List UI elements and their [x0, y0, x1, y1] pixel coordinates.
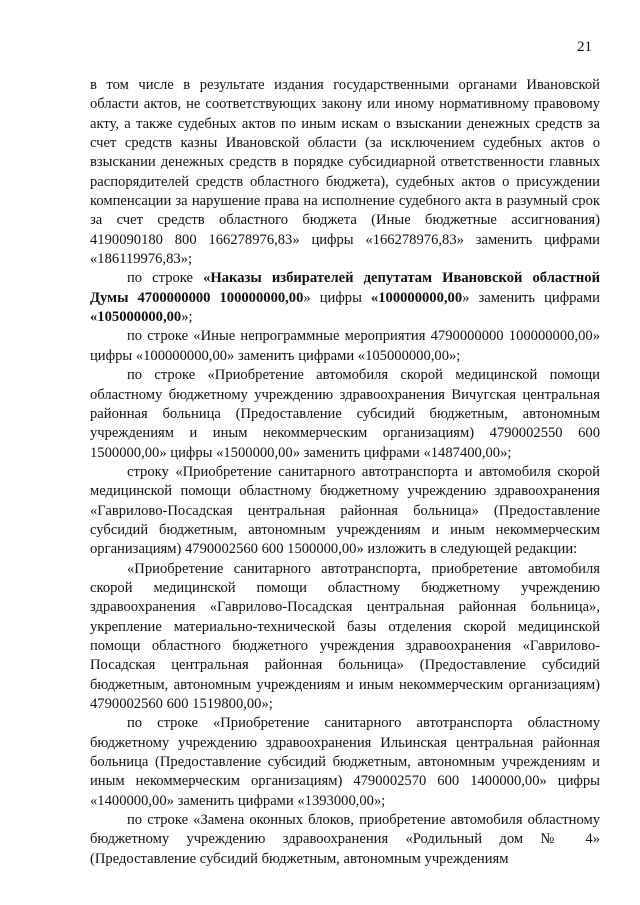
text-run: по строке «Иные непрограммные мероприятия 4790000000 100000000,00» цифры «100000000,00» заменить цифрами «105000000,00»; [90, 328, 600, 364]
text-run: » заменить цифрами [462, 289, 600, 306]
document-body [90, 76, 600, 869]
paragraph [90, 463, 600, 560]
paragraph [90, 366, 600, 463]
bold-text-run: «Наказы избирателей депутатам Ивановской областной Думы 4700000000 100000000,00 [90, 270, 600, 306]
text-run: строку «Приобретение санитарного автотранспорта и автомобиля скорой медицинской помощи областному бюджетному учреждению здравоохранения «Гаврилово-Посадская центральная районная больница» (Предоставление субсидий бюджетным, автономным учреждениям и иным некоммерческим организациям) 4790002560 600 1500000,00» изложить в следующей редакции: [90, 463, 600, 558]
paragraph [90, 560, 600, 715]
paragraph [90, 269, 600, 327]
paragraph [90, 76, 600, 269]
paragraph [90, 714, 600, 811]
text-run: по строке «Приобретение санитарного автотранспорта областному бюджетному учреждению здравоохранения Ильинская центральная районная больница (Предоставление субсидий бюджетным, автономным учреждениям и иным некоммерческим организациям) 4790002570 600 1400000,00» цифры «1400000,00» заменить цифрами «1393000,00»; [90, 715, 600, 809]
text-run: «Приобретение санитарного автотранспорта, приобретение автомобиля скорой медицинской помощи областному бюджетному учреждению здравоохранения «Гаврилово-Посадская центральная районная больница», укрепление материально-технической базы отделения скорой медицинской помощи областного бюджетного учреждения здравоохранения «Гаврилово-Посадская центральная районная больница» (Предоставление субсидий бюджетным, автономным учреждениям и иным некоммерческим организациям) 4790002560 600 1519800,00»; [90, 560, 600, 712]
text-run: по строке «Приобретение автомобиля скорой медицинской помощи областному бюджетному учреждению здравоохранения Вичугская центральная районная больница (Предоставление субсидий бюджетным, автономным учреждениям и иным некоммерческим организациям) 4790002550 600 1500000,00» цифры «1500000,00» заменить цифрами «1487400,00»; [90, 367, 600, 461]
page-number: 21 [577, 39, 592, 55]
text-run: » цифры [303, 289, 371, 306]
paragraph [90, 811, 600, 869]
bold-text-run: «100000000,00 [370, 289, 463, 306]
bold-text-run: «105000000,00 [90, 309, 182, 326]
text-run: в том числе в результате издания государственными органами Ивановской области актов, не соответствующих закону или иному нормативному правовому акту, а также судебных актов по иным искам о взыскании денежных средств за счет средств казны Ивановской области (за исключением судебных актов о взыскании денежных средств в порядке субсидиарной ответственности главных распорядителей средств областного бюджета), судебных актов о присуждении компенсации за нарушение права на исполнение судебного акта в разумный срок за счет средств областного бюджета (Иные бюджетные ассигнования) 4190090180 800 166278976,83» цифры «166278976,83» заменить цифрами «186119976,83»; [90, 77, 600, 268]
text-run: по строке «Замена оконных блоков, приобретение автомобиля областному бюджетному учреждению здравоохранения «Родильный дом № 4» (Предоставление субсидий бюджетным, автономным учреждениям [90, 812, 600, 867]
text-run: по строке [127, 270, 204, 287]
paragraph [90, 327, 600, 366]
text-run: »; [181, 309, 193, 326]
